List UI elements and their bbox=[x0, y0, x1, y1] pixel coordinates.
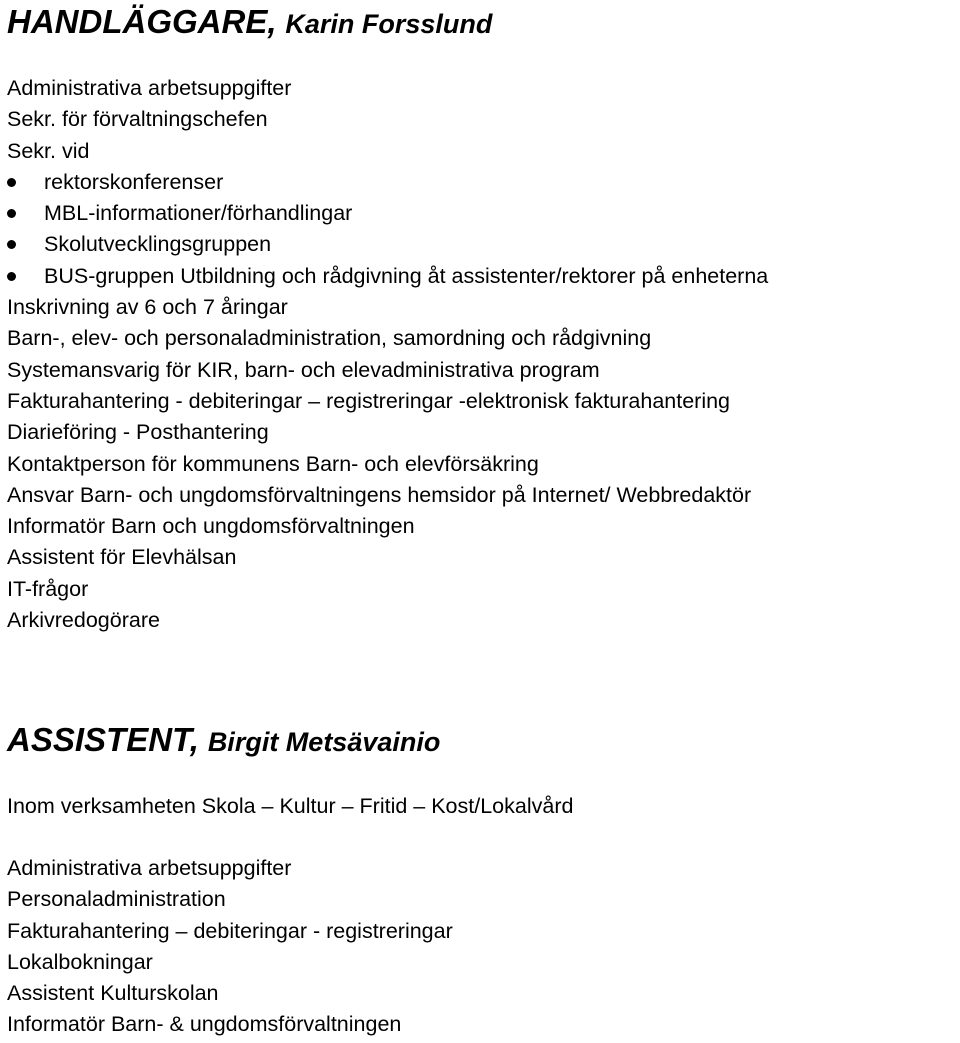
duty-line: Administrativa arbetsuppgifter bbox=[7, 856, 292, 880]
bullet-item-text: MBL-informationer/förhandlingar bbox=[44, 201, 353, 226]
duty-line: Systemansvarig för KIR, barn- och elevadministrativa program bbox=[7, 357, 600, 382]
duty-line: IT-frågor bbox=[7, 576, 89, 601]
duty-line: Sekr. vid bbox=[7, 138, 90, 163]
bullet-item-text: Skolutvecklingsgruppen bbox=[44, 232, 272, 257]
duty-line: Sekr. för förvaltningschefen bbox=[7, 107, 268, 132]
duty-line: Informatör Barn- & ungdomsförvaltningen bbox=[7, 1012, 402, 1037]
bullet-item bbox=[7, 229, 768, 260]
duty-line: Fakturahantering – debiteringar - registreringar bbox=[7, 918, 453, 943]
duty-line: Informatör Barn och ungdomsförvaltningen bbox=[7, 514, 415, 539]
duty-line: Inskrivning av 6 och 7 åringar bbox=[7, 295, 288, 320]
heading-role: HANDLÄGGARE, bbox=[7, 3, 277, 40]
duty-line: Personaladministration bbox=[7, 887, 226, 912]
assistent-intro: Inom verksamheten Skola – Kultur – Fritid – Kost/Lokalvård bbox=[7, 794, 574, 818]
assistent-intro-block bbox=[7, 791, 573, 822]
duty-line: Fakturahantering - debiteringar – registreringar -elektronisk fakturahantering bbox=[7, 388, 731, 413]
heading-role: ASSISTENT, bbox=[7, 721, 199, 758]
bullet-item-text: BUS-gruppen Utbildning och rådgivning åt assistenter/rektorer på enheterna bbox=[44, 263, 769, 288]
duty-line: Assistent för Elevhälsan bbox=[7, 545, 237, 570]
section-heading-handlaggare bbox=[7, 5, 492, 38]
heading-person-name: Birgit Metsävainio bbox=[207, 727, 441, 757]
duty-line: Assistent Kulturskolan bbox=[7, 981, 219, 1006]
section-heading-assistent bbox=[7, 723, 440, 756]
duty-list-assistent bbox=[7, 853, 453, 1041]
duty-line: Diarieföring - Posthantering bbox=[7, 420, 269, 445]
duty-line: Barn-, elev- och personaladministration, samordning och rådgivning bbox=[7, 326, 652, 351]
bullet-item bbox=[7, 198, 768, 229]
bullet-item bbox=[7, 167, 768, 198]
bullet-icon bbox=[7, 178, 16, 187]
bullet-icon bbox=[7, 240, 16, 249]
duty-line: Administrativa arbetsuppgifter bbox=[7, 76, 292, 100]
bullet-item bbox=[7, 261, 768, 292]
duty-list-handlaggare bbox=[7, 73, 768, 636]
duty-line: Arkivredogörare bbox=[7, 608, 160, 633]
bullet-item-text: rektorskonferenser bbox=[44, 169, 224, 194]
heading-person-name: Karin Forsslund bbox=[285, 9, 493, 39]
bullet-icon bbox=[7, 272, 16, 281]
duty-line: Lokalbokningar bbox=[7, 949, 153, 974]
duty-line: Ansvar Barn- och ungdomsförvaltningens hemsidor på Internet/ Webbredaktör bbox=[7, 482, 752, 507]
bullet-icon bbox=[7, 209, 16, 218]
duty-line: Kontaktperson för kommunens Barn- och elevförsäkring bbox=[7, 451, 539, 476]
